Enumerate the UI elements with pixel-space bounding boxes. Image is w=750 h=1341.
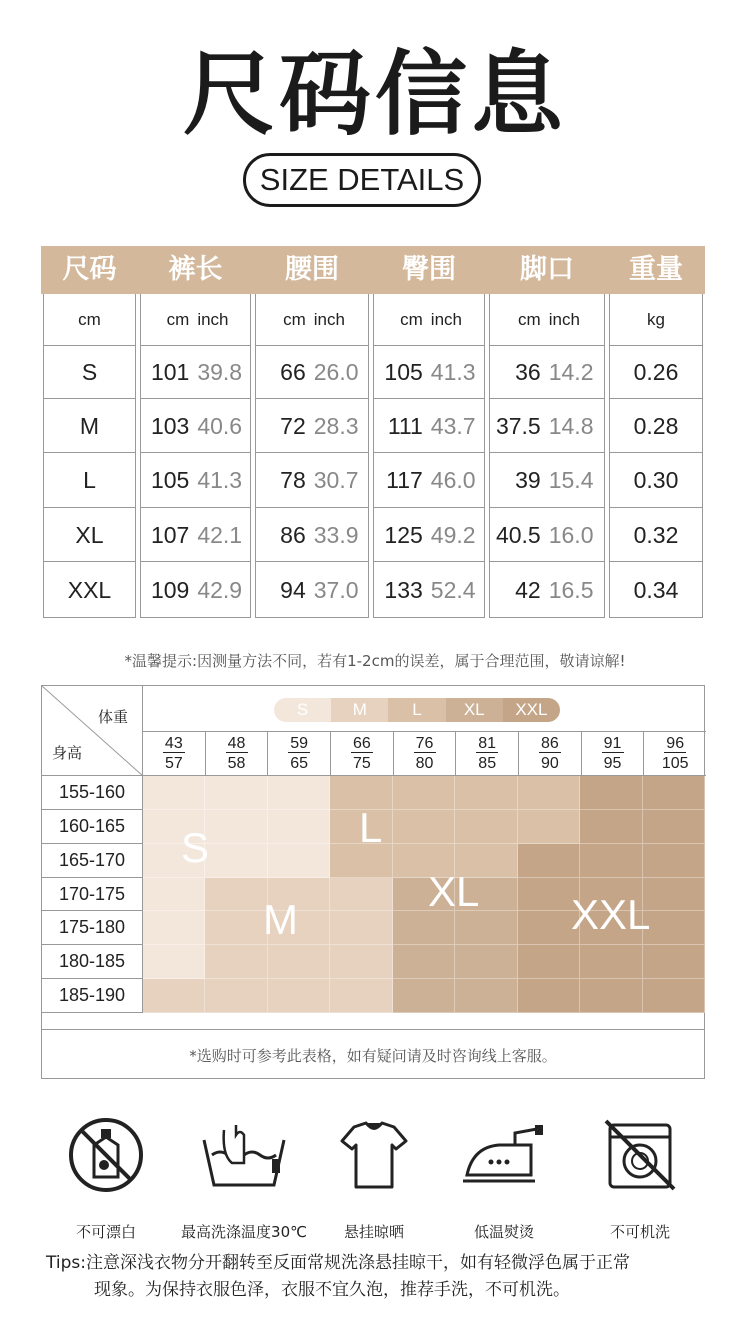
size-zone-grid bbox=[143, 776, 705, 1013]
size-cell-weight: 0.32 bbox=[610, 509, 702, 562]
no-machine-wash-icon bbox=[600, 1115, 680, 1195]
height-range: 185-190 bbox=[42, 979, 142, 1013]
unit-inch: inch bbox=[548, 309, 580, 329]
zone-cell bbox=[643, 979, 705, 1013]
zone-cell bbox=[205, 979, 267, 1013]
size-legend-item: L bbox=[388, 698, 445, 722]
size-table-body bbox=[41, 294, 705, 618]
care-label: 低温熨烫 bbox=[473, 1223, 534, 1241]
iron-low-icon bbox=[459, 1115, 549, 1195]
height-range: 175-180 bbox=[42, 911, 142, 945]
weight-range bbox=[267, 732, 330, 775]
unit-cell bbox=[374, 294, 484, 346]
weight-row bbox=[143, 731, 706, 776]
care-instructions bbox=[41, 1115, 705, 1245]
value-inch: 33.9 bbox=[313, 521, 359, 548]
wash-30-icon bbox=[194, 1115, 294, 1195]
zone-cell bbox=[205, 810, 267, 844]
zone-cell bbox=[143, 776, 205, 810]
chart-note: *选购时可参考此表格，如有疑问请及时咨询线上客服。 bbox=[42, 1029, 704, 1079]
size-cell-hip bbox=[374, 400, 484, 453]
header-waist: 腰围 bbox=[285, 254, 339, 285]
weight-max: 80 bbox=[415, 755, 434, 772]
measure-note: *温馨提示:因测量方法不同，若有1-2cm的误差，属于合理范围，敬请谅解! bbox=[124, 652, 626, 670]
zone-label-l: L bbox=[359, 804, 383, 851]
value-inch: 49.2 bbox=[430, 521, 476, 548]
size-cell-size: S bbox=[44, 346, 135, 399]
page-subtitle: SIZE DETAILS bbox=[243, 153, 481, 207]
value-cm: 107 bbox=[150, 521, 190, 548]
hang-dry-icon bbox=[334, 1115, 414, 1195]
size-cell-weight: 0.30 bbox=[610, 455, 702, 508]
size-cell-waist bbox=[256, 455, 368, 508]
size-cell-hem bbox=[490, 509, 604, 562]
weight-range bbox=[143, 732, 205, 775]
zone-cell bbox=[393, 979, 455, 1013]
care-item bbox=[439, 1115, 569, 1242]
value-cm: 42 bbox=[515, 576, 541, 603]
value-cm: 37.5 bbox=[495, 412, 541, 439]
value-cm: 36 bbox=[515, 358, 541, 385]
chart-corner bbox=[42, 686, 143, 776]
zone-cell bbox=[518, 945, 580, 979]
weight-min: 91 bbox=[602, 736, 624, 753]
weight-max: 58 bbox=[227, 755, 246, 772]
weight-range bbox=[330, 732, 393, 775]
size-cell-length bbox=[141, 400, 250, 453]
header-weight: 重量 bbox=[629, 254, 683, 285]
zone-cell bbox=[205, 844, 267, 878]
zone-cell bbox=[393, 810, 455, 844]
size-table-column bbox=[43, 294, 136, 618]
value-inch: 40.6 bbox=[197, 412, 243, 439]
value-inch: 37.0 bbox=[313, 576, 359, 603]
zone-cell bbox=[643, 844, 705, 878]
size-cell-waist bbox=[256, 564, 368, 617]
unit-inch: inch bbox=[313, 309, 345, 329]
value-cm: 66 bbox=[280, 358, 306, 385]
weight-min: 43 bbox=[163, 736, 185, 753]
size-table-column bbox=[255, 294, 369, 618]
care-item bbox=[575, 1115, 705, 1242]
value-cm: 133 bbox=[384, 576, 423, 603]
weight-max: 90 bbox=[540, 755, 559, 772]
value-cm: 117 bbox=[386, 467, 423, 494]
size-cell-size: M bbox=[44, 400, 135, 453]
size-legend-item: S bbox=[274, 698, 331, 722]
unit-cm: cm bbox=[283, 309, 306, 329]
unit-cell bbox=[141, 294, 250, 346]
zone-label-m: M bbox=[263, 896, 298, 943]
weight-max: 57 bbox=[164, 755, 183, 772]
value-cm: 101 bbox=[150, 358, 190, 385]
zone-cell bbox=[518, 810, 580, 844]
size-cell-length bbox=[141, 509, 250, 562]
value-inch: 43.7 bbox=[430, 412, 476, 439]
zone-cell bbox=[580, 844, 642, 878]
value-cm: 86 bbox=[280, 521, 306, 548]
zone-cell bbox=[455, 810, 517, 844]
zone-cell bbox=[143, 878, 205, 912]
weight-range bbox=[393, 732, 456, 775]
zone-cell bbox=[205, 911, 267, 945]
zone-cell bbox=[330, 911, 392, 945]
value-cm: 105 bbox=[384, 358, 423, 385]
value-inch: 46.0 bbox=[430, 467, 476, 494]
zone-cell bbox=[143, 945, 205, 979]
weight-min: 66 bbox=[351, 736, 373, 753]
zone-cell bbox=[268, 810, 330, 844]
weight-range bbox=[205, 732, 268, 775]
zone-label-s: S bbox=[181, 824, 210, 871]
height-range: 155-160 bbox=[42, 776, 142, 810]
zone-cell bbox=[580, 810, 642, 844]
size-cell-hip bbox=[374, 509, 484, 562]
size-table-column bbox=[609, 294, 703, 618]
care-label: 不可机洗 bbox=[609, 1223, 670, 1241]
size-cell-hem bbox=[490, 455, 604, 508]
header-hem: 脚口 bbox=[520, 254, 574, 285]
value-inch: 39.8 bbox=[197, 358, 243, 385]
size-cell-size: XXL bbox=[67, 576, 112, 603]
care-item bbox=[309, 1115, 439, 1242]
care-label: 最高洗涤温度30℃ bbox=[181, 1223, 307, 1241]
zone-label-xxl: XXL bbox=[571, 891, 651, 938]
zone-cell bbox=[518, 776, 580, 810]
zone-cell bbox=[268, 945, 330, 979]
zone-cell bbox=[580, 776, 642, 810]
weight-max: 85 bbox=[478, 755, 497, 772]
page-title: 尺码信息 bbox=[182, 41, 567, 148]
size-cell-waist bbox=[256, 400, 368, 453]
size-cell-size: L bbox=[44, 455, 135, 508]
weight-min: 76 bbox=[414, 736, 436, 753]
size-cell-waist bbox=[256, 346, 368, 399]
zone-cell bbox=[518, 844, 580, 878]
value-inch: 42.1 bbox=[197, 521, 243, 548]
zone-cell bbox=[330, 979, 392, 1013]
weight-min: 48 bbox=[226, 736, 248, 753]
unit-inch: inch bbox=[430, 309, 462, 329]
weight-min: 96 bbox=[664, 736, 686, 753]
zone-cell bbox=[268, 776, 330, 810]
care-item bbox=[179, 1115, 309, 1242]
header-length: 裤长 bbox=[168, 254, 223, 285]
unit-cm: cm bbox=[166, 309, 190, 329]
zone-cell bbox=[580, 979, 642, 1013]
zone-cell bbox=[393, 945, 455, 979]
size-legend-item: M bbox=[331, 698, 388, 722]
size-cell-length bbox=[141, 346, 250, 399]
size-cell-weight: 0.34 bbox=[633, 576, 679, 603]
value-inch: 41.3 bbox=[430, 358, 476, 385]
size-cell-waist bbox=[256, 509, 368, 562]
value-cm: 72 bbox=[280, 412, 306, 439]
zone-cell bbox=[393, 911, 455, 945]
value-cm: 103 bbox=[150, 412, 190, 439]
tips-line-2: 现象。为保持衣服色泽，衣服不宜久泡，推荐手洗，不可机洗。 bbox=[94, 1280, 570, 1300]
height-range: 165-170 bbox=[42, 844, 142, 878]
zone-cell bbox=[518, 979, 580, 1013]
weight-range bbox=[455, 732, 518, 775]
size-legend-bar bbox=[274, 698, 560, 722]
value-cm: 109 bbox=[150, 576, 190, 603]
size-cell-hip bbox=[374, 564, 484, 617]
size-table-column bbox=[489, 294, 605, 618]
value-inch: 26.0 bbox=[313, 358, 359, 385]
zone-cell bbox=[455, 945, 517, 979]
unit-cm: cm bbox=[400, 309, 423, 329]
zone-label-xl: XL bbox=[428, 868, 480, 915]
no-bleach-icon bbox=[66, 1115, 146, 1195]
size-cell-hem bbox=[490, 564, 604, 617]
zone-cell bbox=[268, 844, 330, 878]
value-inch: 42.9 bbox=[197, 576, 243, 603]
size-cell-hip bbox=[374, 346, 484, 399]
weight-axis-label: 体重 bbox=[97, 708, 128, 726]
value-inch: 28.3 bbox=[313, 412, 359, 439]
zone-cell bbox=[143, 911, 205, 945]
size-legend-item: XXL bbox=[503, 698, 560, 722]
height-range: 180-185 bbox=[42, 945, 142, 979]
zone-cell bbox=[643, 878, 705, 912]
size-table bbox=[41, 246, 705, 618]
tips-line-1: Tips:注意深浅衣物分开翻转至反面常规洗涤悬挂晾干，如有轻微浮色属于正常 bbox=[46, 1253, 630, 1273]
weight-min: 81 bbox=[476, 736, 498, 753]
value-cm: 111 bbox=[387, 412, 423, 439]
size-cell-hem bbox=[490, 346, 604, 399]
weight-range bbox=[581, 732, 644, 775]
size-cell-size: XL bbox=[44, 509, 135, 562]
value-inch: 16.5 bbox=[548, 576, 594, 603]
height-axis-label: 身高 bbox=[52, 744, 83, 762]
value-cm: 105 bbox=[150, 467, 190, 494]
zone-cell bbox=[455, 911, 517, 945]
zone-cell bbox=[643, 945, 705, 979]
size-cell-length bbox=[141, 455, 250, 508]
size-cell-weight: 0.26 bbox=[610, 346, 702, 399]
size-recommendation-chart bbox=[41, 685, 705, 1079]
weight-max: 95 bbox=[603, 755, 622, 772]
size-cell-length bbox=[141, 564, 250, 617]
unit-cm: cm bbox=[518, 309, 541, 329]
zone-cell bbox=[205, 878, 267, 912]
weight-range bbox=[518, 732, 581, 775]
value-inch: 30.7 bbox=[313, 467, 359, 494]
care-label: 不可漂白 bbox=[75, 1223, 136, 1241]
zone-cell bbox=[330, 878, 392, 912]
height-column bbox=[42, 776, 143, 1013]
weight-max: 65 bbox=[290, 755, 309, 772]
unit-cell: cm bbox=[44, 294, 135, 346]
value-inch: 16.0 bbox=[548, 521, 594, 548]
value-inch: 14.8 bbox=[548, 412, 594, 439]
zone-cell bbox=[330, 945, 392, 979]
care-label: 悬挂晾晒 bbox=[343, 1223, 404, 1241]
zone-cell bbox=[643, 810, 705, 844]
value-cm: 94 bbox=[280, 576, 306, 603]
weight-min: 59 bbox=[288, 736, 310, 753]
unit-cell bbox=[490, 294, 604, 346]
size-table-column bbox=[140, 294, 251, 618]
value-cm: 39 bbox=[515, 467, 541, 494]
size-cell-weight: 0.28 bbox=[610, 400, 702, 453]
header-hip: 臀围 bbox=[402, 254, 456, 285]
value-cm: 40.5 bbox=[495, 521, 541, 548]
zone-cell bbox=[268, 979, 330, 1013]
size-table-header bbox=[41, 246, 705, 294]
size-cell-hip bbox=[374, 455, 484, 508]
zone-cell bbox=[643, 911, 705, 945]
care-item bbox=[41, 1115, 171, 1242]
zone-cell bbox=[143, 979, 205, 1013]
height-range: 170-175 bbox=[42, 878, 142, 912]
zone-cell bbox=[643, 776, 705, 810]
value-inch: 15.4 bbox=[548, 467, 594, 494]
weight-range bbox=[643, 732, 706, 775]
zone-cell bbox=[455, 979, 517, 1013]
header-size: 尺码 bbox=[62, 254, 117, 285]
value-cm: 78 bbox=[280, 467, 306, 494]
value-inch: 41.3 bbox=[197, 467, 243, 494]
size-table-column bbox=[373, 294, 485, 618]
value-inch: 14.2 bbox=[548, 358, 594, 385]
unit-cell: kg bbox=[610, 294, 702, 346]
zone-cell bbox=[393, 776, 455, 810]
zone-cell bbox=[580, 945, 642, 979]
unit-cell bbox=[256, 294, 368, 346]
zone-cell bbox=[205, 776, 267, 810]
unit-inch: inch bbox=[197, 309, 229, 329]
weight-min: 86 bbox=[539, 736, 561, 753]
height-range: 160-165 bbox=[42, 810, 142, 844]
weight-max: 75 bbox=[352, 755, 371, 772]
tips-text bbox=[46, 1250, 706, 1304]
value-cm: 125 bbox=[384, 521, 423, 548]
zone-cell bbox=[455, 776, 517, 810]
size-legend-item: XL bbox=[446, 698, 503, 722]
size-cell-hem bbox=[490, 400, 604, 453]
zone-cell bbox=[205, 945, 267, 979]
weight-max: 105 bbox=[661, 755, 689, 772]
value-inch: 52.4 bbox=[430, 576, 476, 603]
